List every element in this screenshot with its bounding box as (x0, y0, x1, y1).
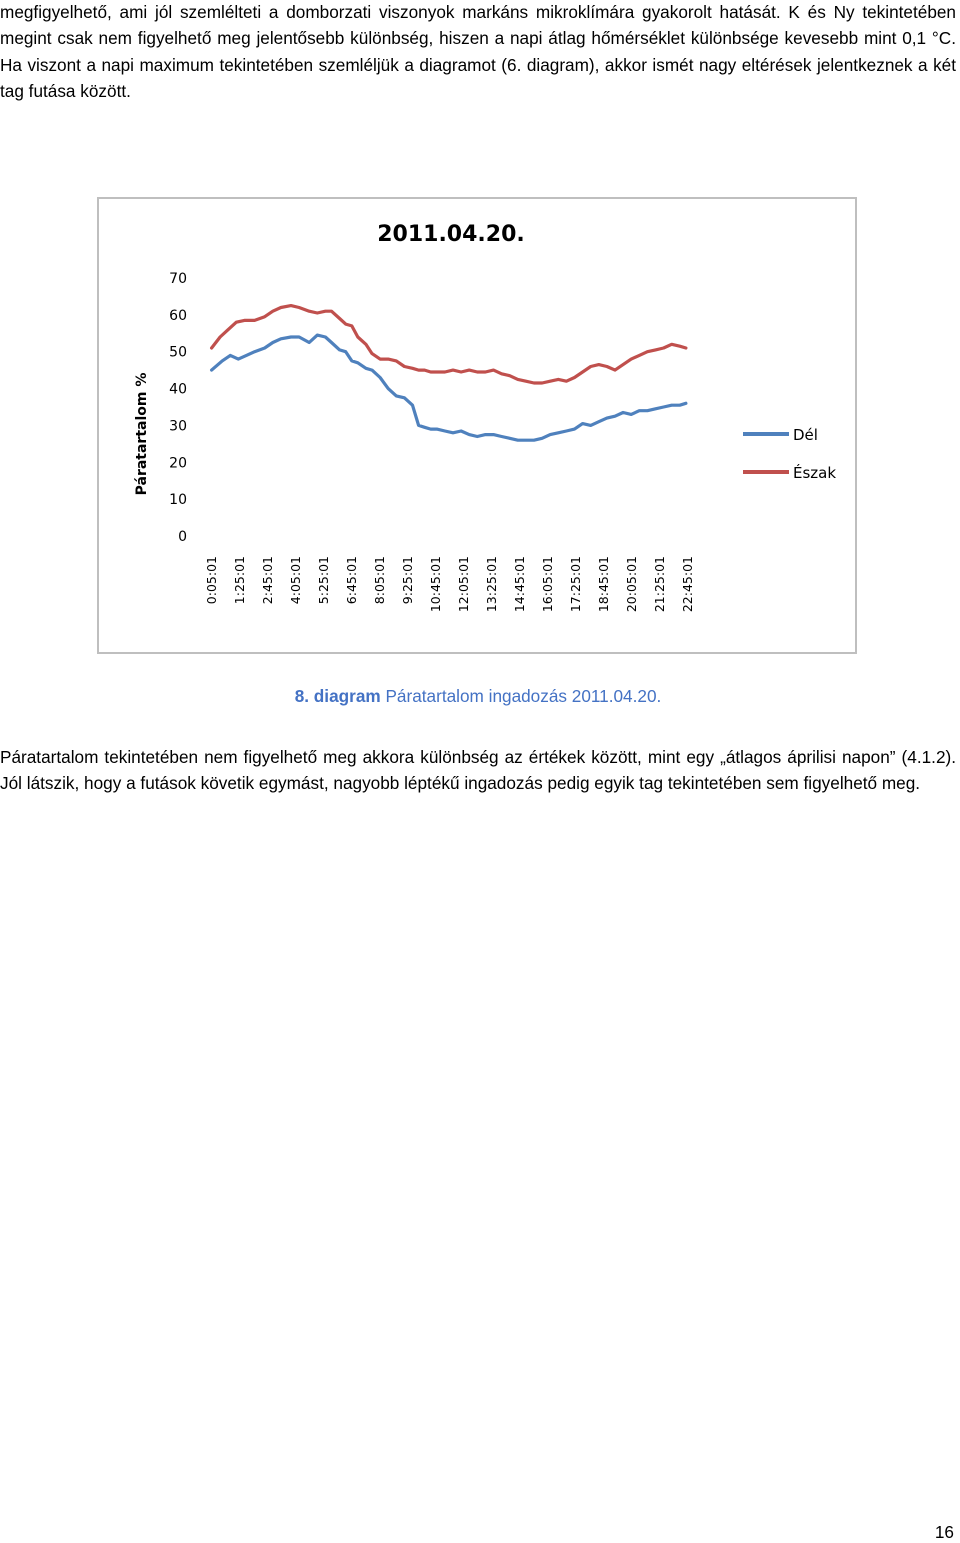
humidity-chart (97, 197, 857, 654)
caption-text: Páratartalom ingadozás 2011.04.20. (380, 686, 662, 706)
page-number: 16 (934, 1522, 954, 1542)
x-tick-label: 10:45:01 (428, 556, 443, 613)
x-tick-label: 16:05:01 (540, 556, 555, 613)
x-tick-label: 17:25:01 (568, 556, 583, 613)
x-tick-label: 5:25:01 (316, 556, 331, 605)
x-tick-label: 4:05:01 (288, 556, 303, 605)
x-tick-label: 2:45:01 (260, 556, 275, 605)
x-tick-label: 6:45:01 (344, 556, 359, 605)
y-axis (169, 271, 187, 545)
chart-title: 2011.04.20. (377, 222, 525, 247)
x-tick-label: 13:25:01 (484, 556, 499, 613)
plot-area (212, 306, 686, 441)
x-tick-label: 22:45:01 (680, 556, 695, 613)
y-tick-label: 60 (169, 307, 187, 324)
x-tick-label: 1:25:01 (232, 556, 247, 605)
x-tick-label: 20:05:01 (624, 556, 639, 613)
x-tick-label: 12:05:01 (456, 556, 471, 613)
figure-caption (0, 686, 956, 707)
y-tick-label: 10 (169, 492, 187, 509)
y-axis-label: Páratartalom % (134, 372, 150, 496)
series-line-eszak (212, 306, 686, 383)
legend-label-del: Dél (793, 426, 818, 444)
y-tick-label: 70 (169, 271, 187, 287)
caption-number: 8. diagram (294, 686, 381, 706)
x-tick-label: 0:05:01 (204, 556, 219, 605)
x-tick-label: 9:25:01 (400, 556, 415, 605)
legend (743, 426, 836, 482)
y-tick-label: 30 (169, 418, 187, 435)
x-tick-label: 8:05:01 (372, 556, 387, 605)
y-tick-label: 40 (169, 381, 187, 398)
paragraph-top: megfigyelhető, ami jól szemlélteti a domborzati viszonyok markáns mikroklímára gyakorolt hatását. K és Ny tekintetében megint csak nem figyelhető meg jelentősebb különbség, hiszen a napi átlag hőmérséklet különbsége kevesebb mint 0,1 °C. Ha viszont a napi maximum tekintetében szemléljük a diagramot (6. diagram), akkor ismét nagy eltérések jelentkeznek a két tag futása között. (0, 2, 956, 101)
paragraph-bottom: Páratartalom tekintetében nem figyelhető meg akkora különbség az értékek között, mint egy „átlagos áprilisi napon” (4.1.2). Jól látszik, hogy a futások követik egymást, nagyobb léptékű ingadozás pedig egyik tag tekintetében sem figyelhető meg. (0, 747, 956, 794)
legend-label-eszak: Észak (793, 464, 837, 482)
y-tick-label: 0 (178, 529, 187, 545)
x-tick-label: 14:45:01 (512, 556, 527, 613)
series-line-del (212, 335, 686, 440)
x-axis (204, 556, 695, 612)
x-tick-label: 18:45:01 (596, 556, 611, 613)
chart-canvas (99, 199, 859, 656)
x-tick-label: 21:25:01 (652, 556, 667, 613)
y-tick-label: 20 (169, 455, 187, 472)
y-tick-label: 50 (169, 344, 187, 361)
